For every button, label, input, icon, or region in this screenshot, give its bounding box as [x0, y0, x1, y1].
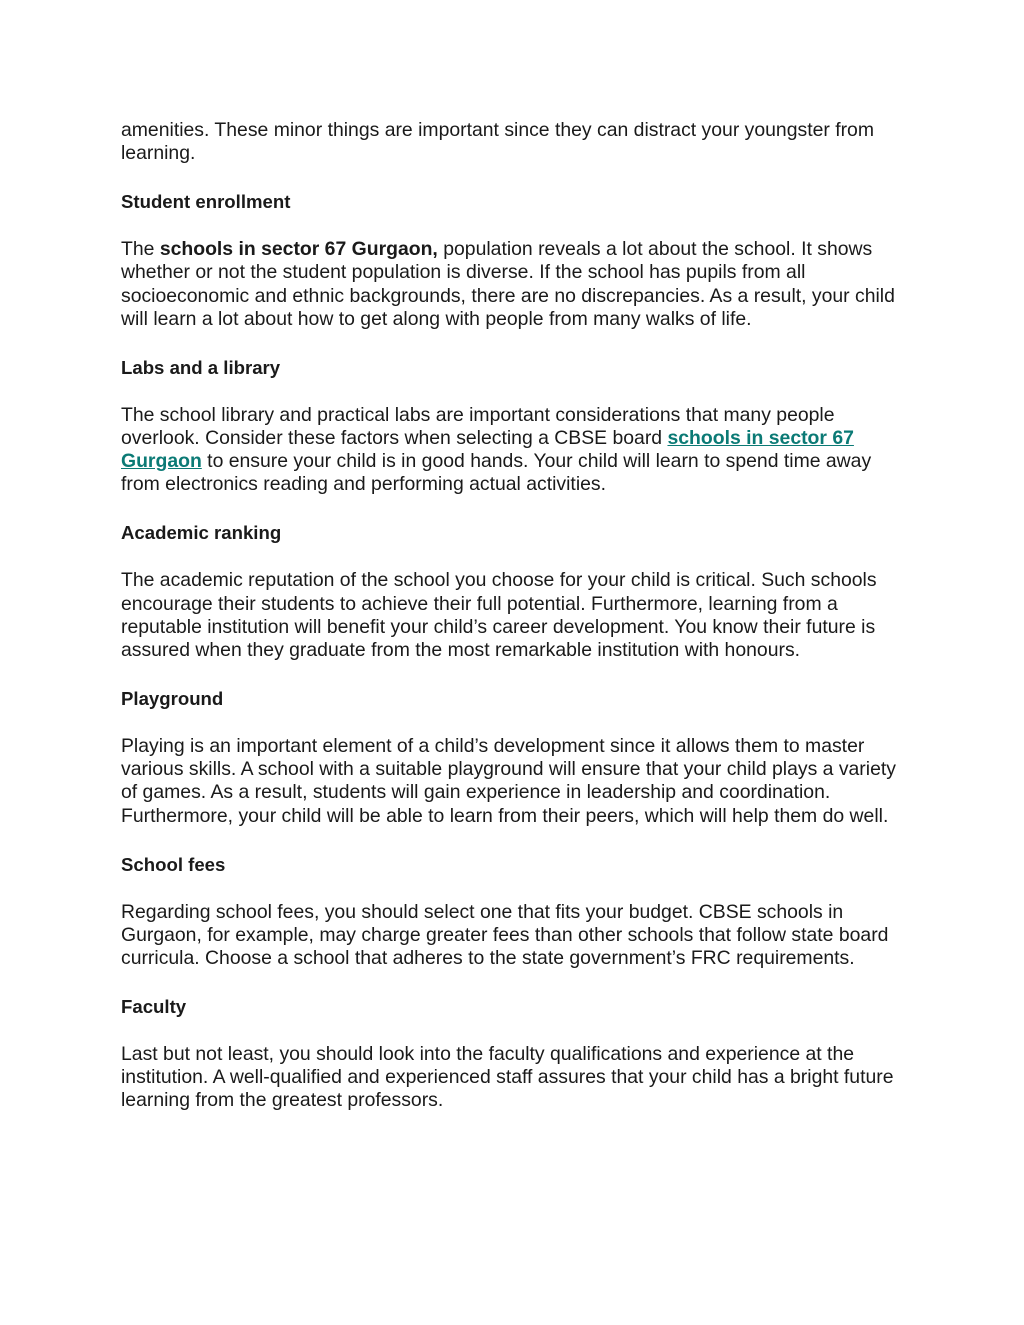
- student-enrollment-text-start: The: [121, 238, 160, 261]
- student-enrollment-paragraph: [121, 238, 911, 331]
- heading-labs-library: Labs and a library: [121, 356, 281, 378]
- labs-library-text-start: The school library and practical labs are important considerations that many people overlook. Consider these factors when selecting a CBSE board: [121, 403, 835, 450]
- student-enrollment-text-end: population reveals a lot about the school. It shows whether or not the student population is diverse. If the school has pupils from all socioeconomic and ethnic backgrounds, there are no discrepancies. As a result, your child will learn a lot about how to get along with people from many walks of life.: [121, 238, 895, 330]
- schools-sector-67-link[interactable]: schools in sector 67 Gurgaon: [121, 427, 854, 473]
- labs-library-text-end: to ensure your child is in good hands. Your child will learn to spend time away from electronics reading and performing actual activities.: [121, 450, 872, 496]
- playground-paragraph: Playing is an important element of a child’s development since it allows them to master various skills. A school with a suitable playground will ensure that your child plays a variety of games. As a result, students will gain experience in leadership and coordination. Furthermore, your child will be able to learn from their peers, which will help them do well.: [121, 735, 896, 827]
- faculty-paragraph: Last but not least, you should look into the faculty qualifications and experience at the institution. A well-qualified and experienced staff assures that your child has a bright future learning from the greatest professors.: [121, 1043, 894, 1112]
- document-page: [121, 119, 911, 1137]
- student-enrollment-bold-phrase: schools in sector 67 Gurgaon,: [159, 238, 438, 261]
- labs-library-paragraph: [121, 404, 911, 497]
- academic-ranking-paragraph: The academic reputation of the school you choose for your child is critical. Such schools encourage their students to achieve their full potential. Furthermore, learning from a reputable institution will benefit your child’s career development. You know their future is assured when they graduate from the most remarkable institution with honours.: [121, 569, 877, 662]
- school-fees-paragraph: Regarding school fees, you should select one that fits your budget. CBSE schools in Gurgaon, for example, may charge greater fees than other schools that follow state board curricula. Choose a school that adheres to the state government’s FRC requirements.: [121, 900, 889, 970]
- heading-playground: Playground: [121, 688, 224, 710]
- heading-student-enrollment: Student enrollment: [121, 191, 291, 213]
- heading-faculty: Faculty: [121, 996, 187, 1018]
- heading-school-fees: School fees: [121, 853, 226, 875]
- intro-paragraph: amenities. These minor things are important since they can distract your youngster from learning.: [121, 119, 874, 165]
- heading-academic-ranking: Academic ranking: [121, 522, 282, 544]
